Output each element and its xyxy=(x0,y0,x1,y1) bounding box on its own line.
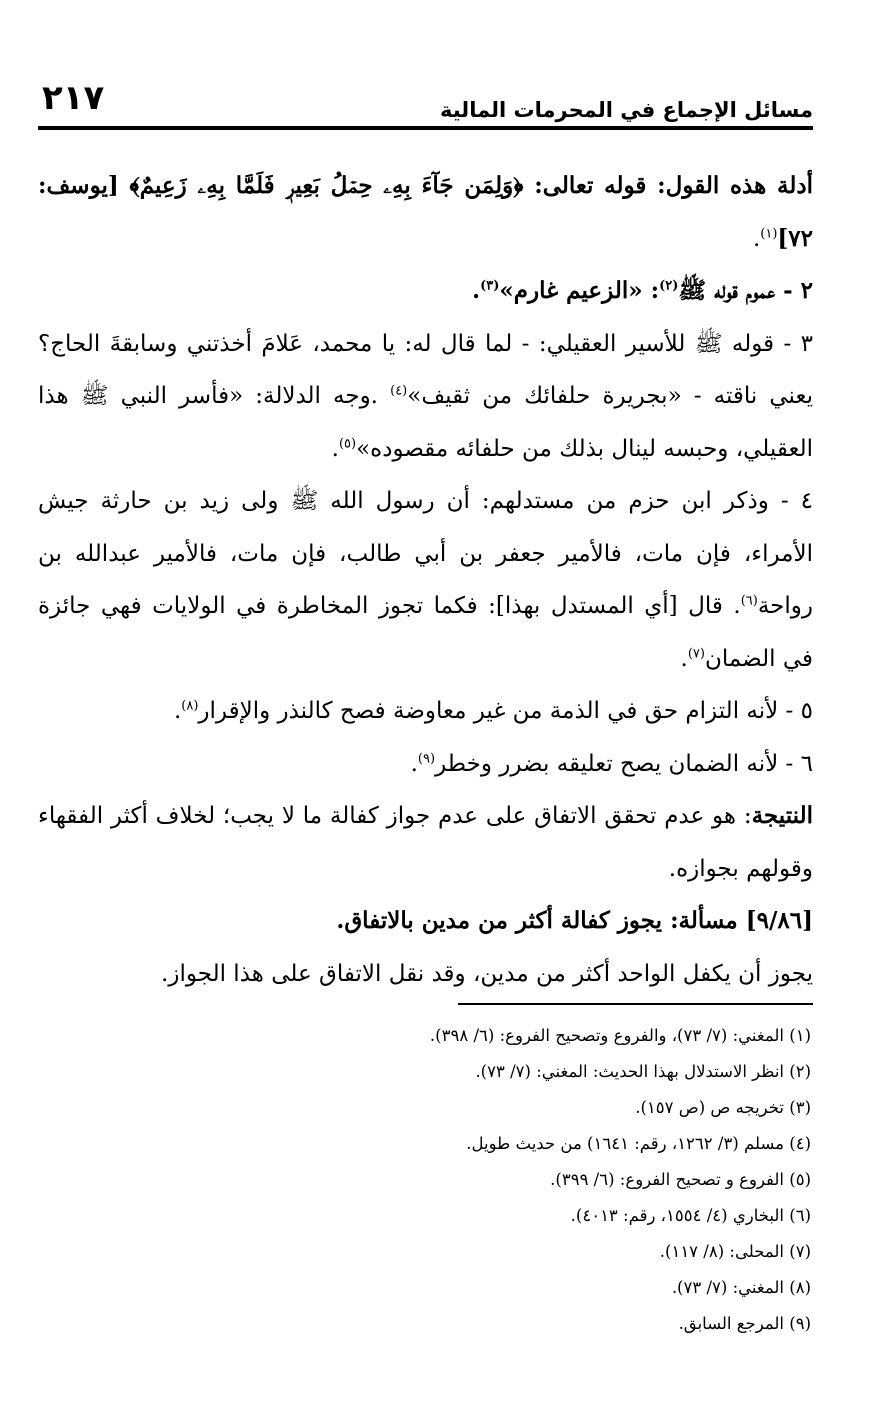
punct: . xyxy=(472,277,481,304)
header-rule xyxy=(38,126,813,130)
punct: . xyxy=(331,435,339,462)
paragraph-result xyxy=(38,790,813,895)
paragraph-evidence-3 xyxy=(38,318,813,476)
evidence-4-text: ٤ - وذكر ابن حزم من مستدلهم: أن رسول الله ﷺ ولى زيد بن حارثة جيش الأمراء، فإن مات، فالأمير جعفر بن أبي طالب، فإن مات، فالأمير عبدالله بن رواحة xyxy=(38,488,813,619)
footnote-ref-1: (١) xyxy=(760,225,778,241)
punct: . xyxy=(410,750,418,777)
result-text: : هو عدم تحقق الاتفاق على عدم جواز كفالة ما لا يجب؛ لخلاف أكثر الفقهاء وقولهم بجوازه. xyxy=(38,803,813,882)
issue-heading: [٩/٨٦] مسألة: يجوز كفالة أكثر من مدين بالاتفاق. xyxy=(336,907,813,934)
footnote-ref-7: (٧) xyxy=(687,645,705,661)
punct: . xyxy=(752,225,761,252)
evidence-6-text: ٦ - لأنه الضمان يصح تعليقه بضرر وخطر xyxy=(435,750,813,777)
page-header xyxy=(38,78,813,122)
footnote-9: (٩) المرجع السابق. xyxy=(678,1314,811,1333)
body-text xyxy=(38,160,813,1000)
evidence-4-text-2: . قال [أي المستدل بهذا]: فكما تجوز المخاطرة في الولايات فهي جائزة في الضمان xyxy=(38,593,813,672)
issue-text: يجوز أن يكفل الواحد أكثر من مدين، وقد نقل الاتفاق على هذا الجواز. xyxy=(161,960,813,987)
paragraph-evidence-1 xyxy=(38,160,813,265)
evidence-3-wajh: .وجه الدلالة: «فأسر النبي ﷺ هذا العقيلي، وحبسه لينال بذلك من حلفائه مقصوده» xyxy=(38,383,813,462)
footnote-ref-5: (٥) xyxy=(338,435,357,451)
footnote-6: (٦) البخاري (٤/ ١٥٥٤، رقم: ٤٠١٣). xyxy=(570,1206,811,1225)
footnote-ref-8: (٨) xyxy=(181,698,199,714)
footnote-ref-3: (٣) xyxy=(480,278,500,294)
paragraph-evidence-4 xyxy=(38,475,813,685)
footnote-7: (٧) المحلى: (٨/ ١١٧). xyxy=(659,1242,811,1261)
page-number: ٢١٧ xyxy=(42,78,105,118)
punct: . xyxy=(173,698,182,724)
evidence-2-hadith: : «الزعيم غارم» xyxy=(499,277,660,304)
paragraph-evidence-6 xyxy=(38,738,813,791)
evidence-5-text: ٥ - لأنه التزام حق في الذمة من غير معاوضة فصح كالنذر والإقرار xyxy=(198,698,813,724)
footnote-5: (٥) الفروع و تصحيح الفروع: (٦/ ٣٩٩). xyxy=(550,1170,811,1189)
running-title: مسائل الإجماع في المحرمات المالية xyxy=(440,98,813,122)
footnote-ref-6: (٦) xyxy=(740,593,758,609)
footnote-ref-9: (٩) xyxy=(417,750,436,766)
footnote-2: (٢) انظر الاستدلال بهذا الحديث: المغني: (٧/ ٧٣). xyxy=(475,1062,811,1081)
footnote-1: (١) المغني: (٧/ ٧٣)، والفروع وتصحيح الفروع: (٦/ ٣٩٨). xyxy=(429,1026,811,1045)
evidence-3-text: ٣ - قوله ﷺ للأسير العقيلي: - لما قال له: يا محمد، عَلامَ أخذتني وسابقةَ الحاج؟ يعني ناقته - «بجريرة حلفائك من ثقيف» xyxy=(38,330,813,409)
evidence-1-text: أدلة هذه القول: قوله تعالى: ﴿وَلِمَن جَآءَ بِهِۦ حِمۡلُ بَعِيرٖ فَلَمَّا بِهِۦ زَعِيمٌ﴾ [يوسف: ٧٢] xyxy=(38,172,813,252)
evidence-2-text: ٢ - عموم قوله ﷺ xyxy=(678,277,813,304)
paragraph-evidence-5 xyxy=(38,685,813,738)
punct: . xyxy=(680,645,688,672)
footnote-4: (٤) مسلم (٣/ ١٢٦٢، رقم: ١٦٤١) من حديث طويل. xyxy=(466,1134,811,1153)
footnote-ref-4: (٤) xyxy=(390,383,408,399)
footnote-8: (٨) المغني: (٧/ ٧٣). xyxy=(671,1278,811,1297)
result-label: النتيجة xyxy=(751,802,813,829)
footnote-rule xyxy=(458,1003,813,1005)
paragraph-evidence-2 xyxy=(38,265,813,318)
footnote-3: (٣) تخريجه ص (ص ١٥٧). xyxy=(635,1098,811,1117)
footnotes xyxy=(38,1018,813,1342)
footnote-ref-2: (٢) xyxy=(659,278,679,294)
